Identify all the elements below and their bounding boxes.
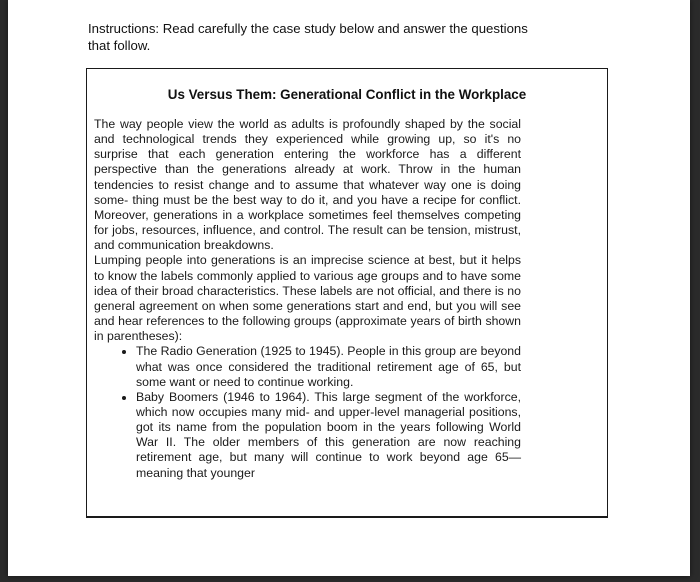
list-item: • Baby Boomers (1946 to 1964). This large segment of the workforce, which now occupies many mid- and upper-level managerial positions, got its name from the population boom in the years following World War II. The older members of this generation are now reaching retirement age, but many will continue to work beyond age 65—meaning that younger: [136, 390, 521, 481]
paragraph: The way people view the world as adults is profoundly shaped by the social and technological trends they experienced while growing up, so it's no surprise that each generation entering the workforce has a different perspective than the generations already at work. Throw in the human tendencies to resist change and to assume that whatever way one is doing some- thing must be the best way to do it, and you have a recipe for conflict. Moreover, generations in a workplace sometimes feel themselves competing for jobs, resources, influence, and control. The result can be tension, mistrust, and communication breakdowns.: [94, 117, 521, 253]
case-study-body: [94, 117, 521, 481]
list-item: • The Radio Generation (1925 to 1945). People in this group are beyond what was once considered the traditional retirement age of 65, but some want or need to continue working.: [136, 344, 521, 389]
generation-list: [94, 344, 521, 480]
instructions-text: Instructions: Read carefully the case study below and answer the questions that follow.: [88, 21, 528, 53]
case-study-box: [86, 68, 608, 518]
paragraph: Lumping people into generations is an imprecise science at best, but it helps to know the labels commonly applied to various age groups and to have some idea of their broad characteristics. These labels are not official, and there is no general agreement on when some generations start and end, but you will see and hear references to the following groups (approximate years of birth shown in parentheses):: [94, 253, 521, 344]
case-study-title: Us Versus Them: Generational Conflict in the Workplace: [167, 87, 527, 102]
document-page: [8, 0, 690, 576]
